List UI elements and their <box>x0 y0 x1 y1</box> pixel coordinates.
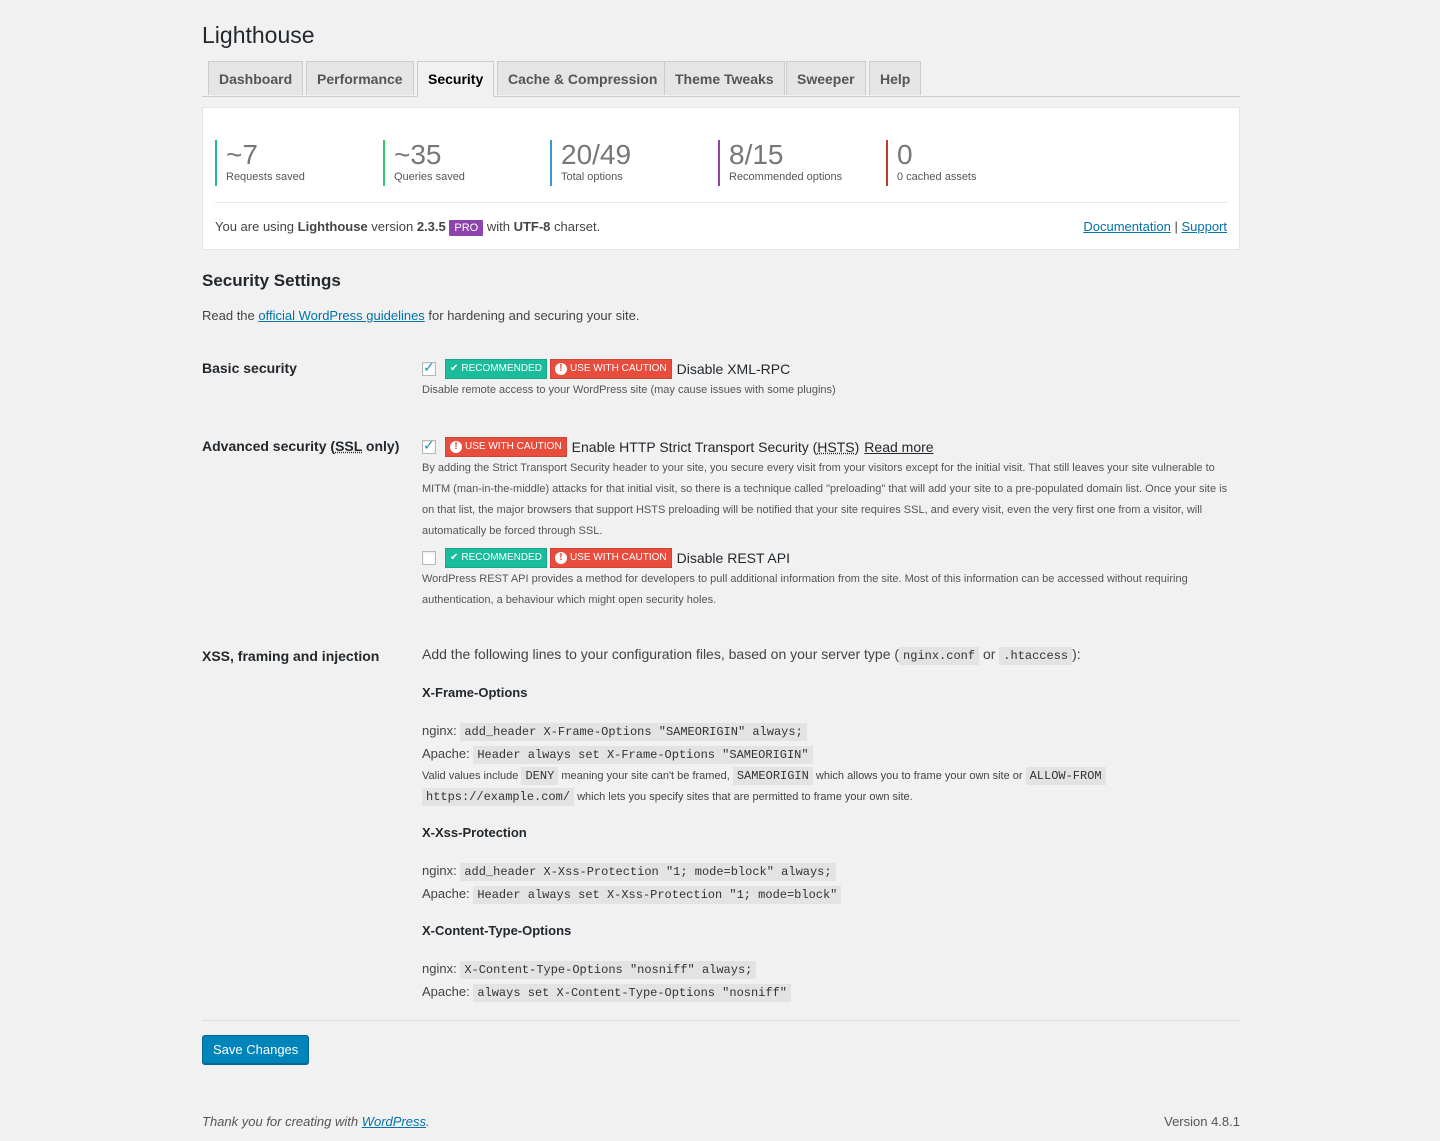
footer-thanks <box>202 1114 430 1129</box>
nav-tabs <box>202 61 1240 97</box>
x-content-type-apache <box>422 981 1232 1004</box>
stat-label: 0 cached assets <box>897 171 977 183</box>
code-snippet: add_header X-Xss-Protection "1; mode=block" always; <box>460 863 835 881</box>
xss-intro-text: Add the following lines to your configuration files, based on your server type ( <box>422 646 900 662</box>
stat-label: Recommended options <box>729 171 843 183</box>
apache-label: Apache: <box>422 886 474 901</box>
rest-checkbox[interactable] <box>422 551 436 565</box>
version-text: charset. <box>550 219 601 234</box>
code-allow-from: ALLOW-FROM <box>1026 767 1106 785</box>
guidelines-link[interactable]: official WordPress guidelines <box>258 308 425 323</box>
caution-badge <box>550 359 672 379</box>
apache-label: Apache: <box>422 984 474 999</box>
stat-recommended-options <box>718 140 842 186</box>
version-line <box>215 219 600 234</box>
xss-block <box>422 646 1232 1004</box>
code-snippet: always set X-Content-Type-Options "nosniff" <box>473 984 791 1002</box>
version-text: version <box>367 219 417 234</box>
alert-icon: ! <box>450 441 462 453</box>
x-content-type-heading: X-Content-Type-Options <box>422 923 572 938</box>
pro-badge: PRO <box>449 220 483 236</box>
footer-text: . <box>426 1114 430 1129</box>
option-description: WordPress REST API provides a method for developers to pull additional information from the site. Most of this information can be accessed without requiring authentication, a behaviour which might open security holes. <box>422 573 1188 606</box>
option-hsts <box>422 436 1232 542</box>
intro-prefix: Read the <box>202 308 259 323</box>
badge-text: RECOMMENDED <box>461 552 542 563</box>
version-text: You are using <box>215 219 298 234</box>
tab-sweeper[interactable]: Sweeper <box>786 61 866 95</box>
link-separator: | <box>1174 219 1178 234</box>
hsts-abbr: HSTS <box>817 439 855 455</box>
x-content-type-nginx <box>422 958 1232 981</box>
recommended-badge <box>445 359 547 379</box>
stat-label: Total options <box>561 171 623 183</box>
recommended-badge <box>445 548 547 568</box>
xss-intro <box>422 646 1232 666</box>
footer-version: Version 4.8.1 <box>1164 1114 1240 1129</box>
form-divider <box>202 1020 1240 1021</box>
doc-links <box>1083 219 1227 234</box>
x-xss-nginx <box>422 860 1232 883</box>
text: which allows you to frame your own site or <box>812 770 1026 782</box>
stat-total-options <box>550 140 631 186</box>
title-part: Enable HTTP Strict Transport Security ( <box>571 439 818 455</box>
stat-value: 8/15 <box>729 139 784 170</box>
code-sameorigin: SAMEORIGIN <box>733 767 813 785</box>
x-frame-apache <box>422 743 1232 766</box>
option-title <box>572 439 860 455</box>
section-title: Security Settings <box>202 271 341 290</box>
code-deny: DENY <box>521 767 558 785</box>
text: which lets you specify sites that are permitted to frame your own site. <box>574 791 913 803</box>
x-frame-nginx <box>422 720 1232 743</box>
xss-intro-text: or <box>979 646 1000 662</box>
page-title: Lighthouse <box>202 22 315 48</box>
stat-label: Queries saved <box>394 171 465 183</box>
code-snippet: Header always set X-Frame-Options "SAMEORIGIN" <box>473 746 812 764</box>
caution-badge <box>550 548 672 568</box>
wordpress-link[interactable]: WordPress <box>361 1114 426 1129</box>
xss-intro-text: ): <box>1072 646 1081 662</box>
intro-text <box>202 308 639 323</box>
stat-queries-saved <box>383 140 465 186</box>
apache-label: Apache: <box>422 746 474 761</box>
option-description: Disable remote access to your WordPress site (may cause issues with some plugins) <box>422 384 836 396</box>
nginx-label: nginx: <box>422 961 461 976</box>
tab-help[interactable]: Help <box>869 61 921 95</box>
charset: UTF-8 <box>513 219 551 234</box>
text: meaning your site can't be framed, <box>558 770 733 782</box>
stats-divider <box>215 202 1227 203</box>
check-icon: ✔ <box>450 552 459 563</box>
intro-suffix: for hardening and securing your site. <box>424 308 640 323</box>
product-name: Lighthouse <box>297 219 368 234</box>
stat-value: ~7 <box>226 139 258 170</box>
read-more-link[interactable]: Read more <box>864 439 934 455</box>
stat-cached-assets <box>886 140 977 186</box>
option-title: Disable XML-RPC <box>676 361 791 377</box>
badge-text: USE WITH CAUTION <box>569 552 667 563</box>
version-number: 2.3.5 <box>416 219 446 234</box>
alert-icon: ! <box>555 552 567 564</box>
support-link[interactable]: Support <box>1181 219 1227 234</box>
x-frame-valid-values <box>422 766 1162 808</box>
code-example-url: https://example.com/ <box>422 788 574 806</box>
tab-theme-tweaks[interactable]: Theme Tweaks <box>664 61 785 95</box>
tab-performance[interactable]: Performance <box>306 61 414 95</box>
code-htaccess: .htaccess <box>999 647 1072 665</box>
nginx-label: nginx: <box>422 723 461 738</box>
option-disable-rest <box>422 547 1232 611</box>
check-icon: ✔ <box>450 363 459 374</box>
stat-value: ~35 <box>394 139 442 170</box>
save-changes-button[interactable]: Save Changes <box>202 1035 309 1064</box>
badge-text: RECOMMENDED <box>461 363 542 374</box>
footer-text: Thank you for creating with <box>202 1114 362 1129</box>
option-disable-xmlrpc <box>422 358 1232 401</box>
stat-label: Requests saved <box>226 171 305 183</box>
badge-text: USE WITH CAUTION <box>569 363 667 374</box>
x-xss-heading: X-Xss-Protection <box>422 825 527 840</box>
title-part: ) <box>854 439 860 455</box>
alert-icon: ! <box>555 363 567 375</box>
tab-dashboard[interactable]: Dashboard <box>208 61 303 95</box>
hsts-checkbox[interactable] <box>422 440 436 454</box>
stat-value: 0 <box>897 139 913 170</box>
code-snippet: X-Content-Type-Options "nosniff" always; <box>460 961 756 979</box>
text: Valid values include <box>422 770 522 782</box>
option-title: Disable REST API <box>676 550 790 566</box>
stats-box <box>202 107 1240 250</box>
basic-security-label: Basic security <box>202 360 297 376</box>
caution-badge <box>445 437 567 457</box>
xmlrpc-checkbox[interactable] <box>422 362 436 376</box>
stat-value: 20/49 <box>561 139 632 170</box>
code-snippet: Header always set X-Xss-Protection "1; mode=block" <box>473 886 841 904</box>
nginx-label: nginx: <box>422 863 461 878</box>
tab-security[interactable]: Security <box>417 61 494 97</box>
label-part: Advanced security ( <box>202 438 336 454</box>
x-frame-heading: X-Frame-Options <box>422 685 528 700</box>
ssl-abbr: SSL <box>335 438 363 454</box>
xss-label: XSS, framing and injection <box>202 648 380 664</box>
badge-text: USE WITH CAUTION <box>465 441 562 452</box>
stat-requests-saved <box>215 140 305 186</box>
documentation-link[interactable]: Documentation <box>1083 219 1171 234</box>
x-xss-apache <box>422 883 1232 906</box>
tab-cache-compression[interactable]: Cache & Compression <box>497 61 668 95</box>
advanced-security-label <box>202 438 399 454</box>
code-snippet: add_header X-Frame-Options "SAMEORIGIN" always; <box>460 723 806 741</box>
label-part: only) <box>362 438 400 454</box>
option-description: By adding the Strict Transport Security header to your site, you secure every visit from your visitors except for the initial visit. That still leaves your site vulnerable to MITM (man-in-the-middle) attacks for that initial visit, so there is a technique called "preloading" that will add your site to a pre-populated domain list. Once your site is on that list, the major browsers that support HSTS preloading will be notified that your site requires SSL, and every visit, even the very first one from a visitor, will automatically be forced through SSL. <box>422 462 1228 537</box>
code-nginx-conf: nginx.conf <box>899 647 979 665</box>
version-text: with <box>483 219 514 234</box>
